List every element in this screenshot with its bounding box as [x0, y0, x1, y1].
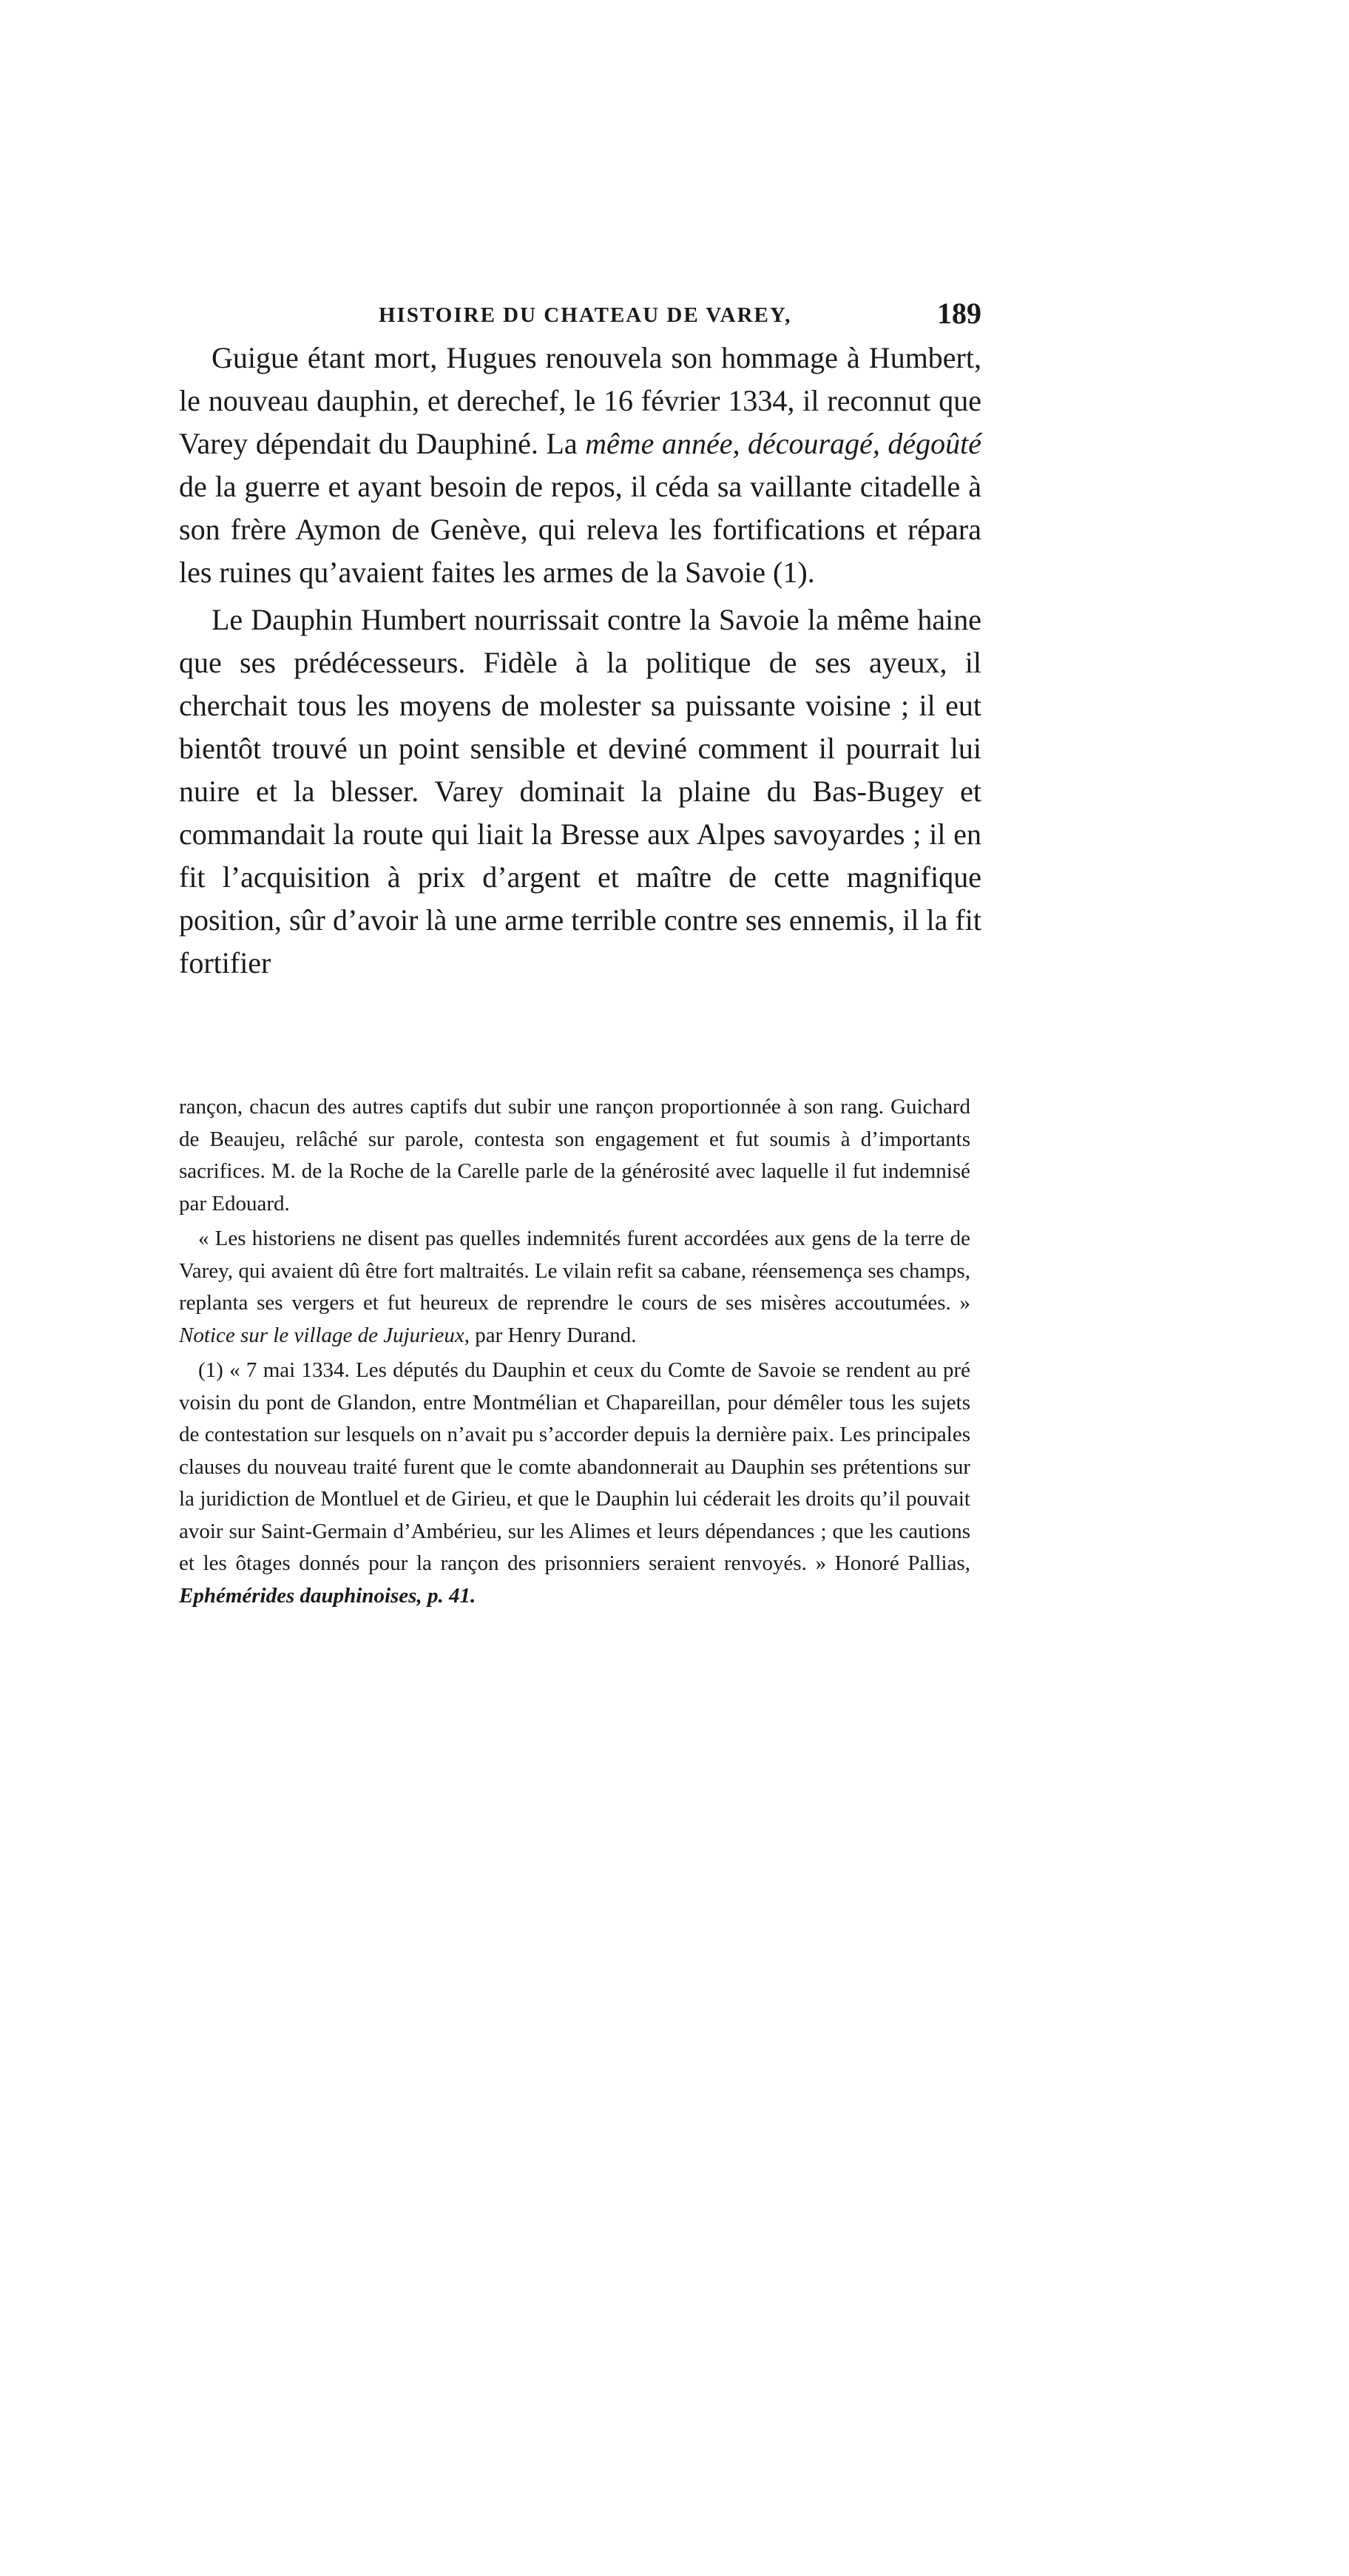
- footnote-1: [179, 1355, 970, 1612]
- paragraph-1: [179, 337, 981, 594]
- footnote-quote-source: Notice sur le village de Jujurieux: [179, 1323, 464, 1347]
- footnotes: [179, 1091, 970, 1615]
- footnote-1-source: Ephémérides dauphinoises, p. 41.: [179, 1583, 476, 1608]
- paragraph-1-part-a: Guigue étant mort, Hugues renouvela son hommage à Humbert, le nouveau dauphin, et derechef, le 16 février 1334, il reconnut que Varey dépendait du Dauphiné. La: [179, 341, 981, 460]
- page-header: [179, 296, 981, 333]
- main-text: [179, 337, 981, 989]
- page-number: 189: [937, 297, 981, 330]
- footnote-quote: [179, 1223, 970, 1352]
- running-title: HISTOIRE DU CHATEAU DE VAREY,: [379, 303, 792, 327]
- paragraph-1-italic: même année, découragé, dégoûté: [585, 427, 981, 460]
- paragraph-1-part-c: de la guerre et ayant besoin de repos, il céda sa vaillante citadelle à son frère Aymon de Genève, qui releva les fortifications et répara les ruines qu’avaient faites les armes de la Savoie (1).: [179, 470, 981, 589]
- paragraph-2: Le Dauphin Humbert nourrissait contre la Savoie la même haine que ses prédécesseurs. Fidèle à la politique de ses ayeux, il cherchait tous les moyens de molester sa puissante voisine ; il eut bientôt trouvé un point sensible et deviné comment il pourrait lui nuire et la blesser. Varey dominait la plaine du Bas-Bugey et commandait la route qui liait la Bresse aux Alpes savoyardes ; il en fit l’acquisition à prix d’argent et maître de cette magnifique position, sûr d’avoir là une arme terrible contre ses ennemis, il la fit fortifier: [179, 603, 981, 980]
- footnote-quote-text: « Les historiens ne disent pas quelles indemnités furent accordées aux gens de la terre de Varey, qui avaient dû être fort maltraités. Le vilain refit sa cabane, réensemença ses champs, replanta ses vergers et fut heureux de reprendre le cours de ses misères accoutumées. »: [179, 1227, 970, 1315]
- footnote-continuation: rançon, chacun des autres captifs dut subir une rançon proportionnée à son rang. Guichard de Beaujeu, relâché sur parole, contesta son engagement et fut soumis à d’importants sacrifices. M. de la Roche de la Carelle parle de la générosité avec laquelle il fut indemnisé par Edouard.: [179, 1095, 970, 1215]
- footnote-1-text: (1) « 7 mai 1334. Les députés du Dauphin et ceux du Comte de Savoie se rendent au pré voisin du pont de Glandon, entre Montmélian et Chapareillan, pour démêler tous les sujets de contestation sur lesquels on n’avait pu s’accorder depuis la dernière paix. Les principales clauses du nouveau traité furent que le comte abandonnerait au Dauphin ses prétentions sur la juridiction de Montluel et de Girieu, et que le Dauphin lui céderait les droits qu’il pouvait avoir sur Saint-Germain d’Ambérieu, sur les Alimes et leurs dépendances ; que les cautions et les ôtages donnés pour la rançon des prisonniers seraient renvoyés. » Honoré Pallias,: [179, 1358, 970, 1575]
- footnote-quote-author: , par Henry Durand.: [464, 1323, 637, 1347]
